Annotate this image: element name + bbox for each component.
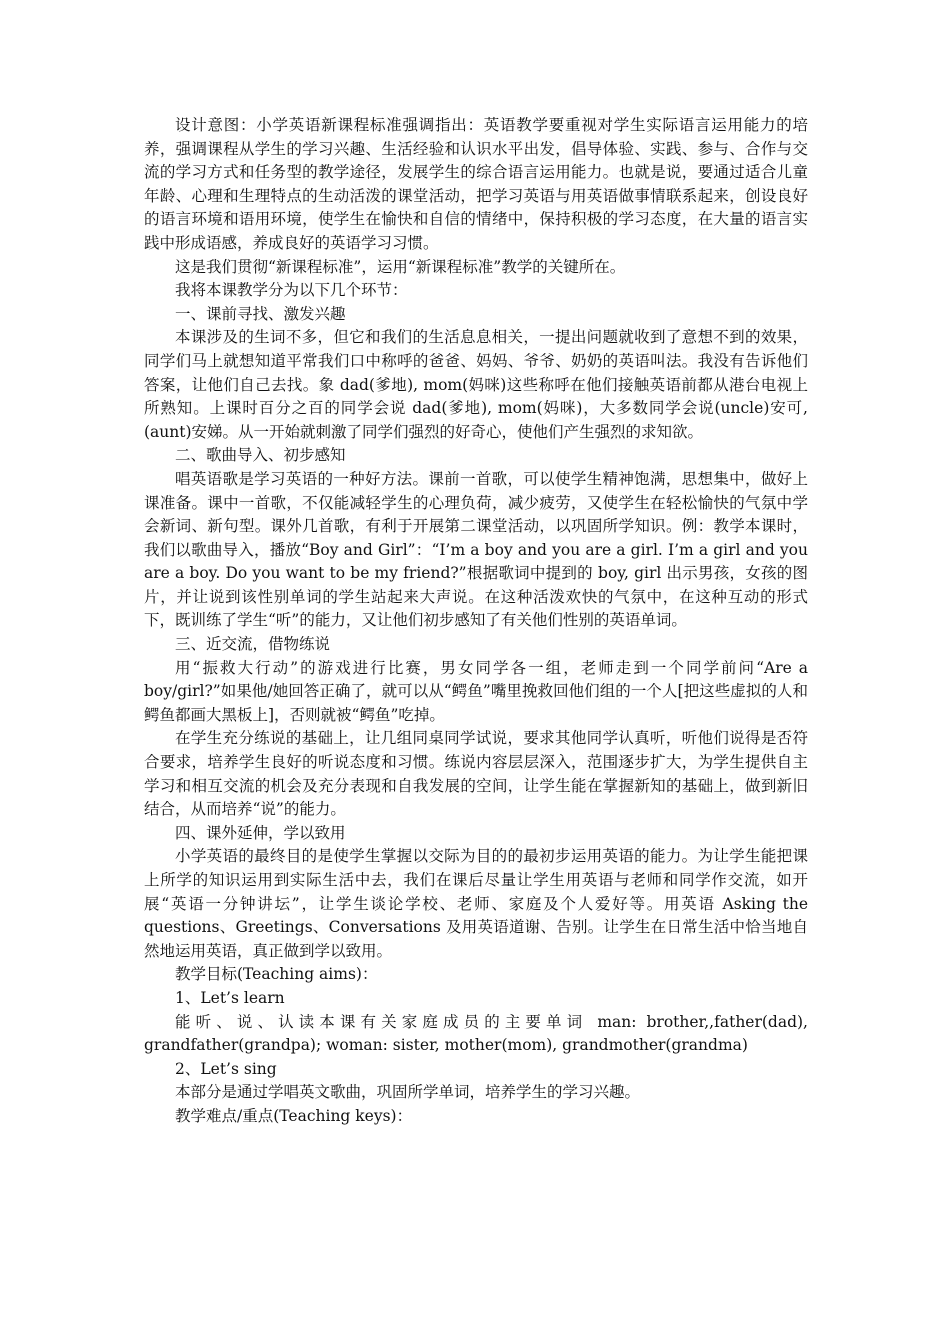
paragraph-lets-sing: 本部分是通过学唱英文歌曲，巩固所学单词，培养学生的学习兴趣。 (175, 1083, 641, 1102)
heading-stage-2: 二、歌曲导入、初步感知 (175, 446, 346, 465)
paragraph-lets-learn: 能听、说、认读本课有关家庭成员的主要单词 man: brother,,father(dad), grandfather(grandpa); woman: sister, mother(mom), grandmother(grandma) (144, 1012, 808, 1055)
paragraph-stage-2: 唱英语歌是学习英语的一种好方法。课前一首歌，可以使学生精神饱满，思想集中，做好上课准备。课中一首歌，不仅能减轻学生的心理负荷，减少疲劳，又使学生在轻松愉快的气氛中学会新词、新句型。课外几首歌，有利于开展第二课堂活动，以巩固所学知识。例：教学本课时，我们以歌曲导入，播放“Boy and Girl”：“I’m a boy and you are a girl. I’m a girl and you are a boy. Do you want to be my friend?”根据歌词中提到的 boy, girl 出示男孩，女孩的图片，并让说到该性别单词的学生站起来大声说。在这种活泼欢快的气氛中，在这种互动的形式下，既训练了学生“听”的能力，又让他们初步感知了有关他们性别的英语单词。 (144, 469, 808, 630)
heading-stage-3: 三、近交流，借物练说 (175, 635, 331, 654)
heading-stage-4: 四、课外延伸，学以致用 (175, 823, 346, 842)
paragraph-stage-3-practice: 在学生充分练说的基础上，让几组同桌同学试说，要求其他同学认真听，听他们说得是否符合要求，培养学生良好的听说态度和习惯。练说内容层层深入，范围逐步扩大，为学生提供自主学习和相互交流的机会及充分表现和自我发展的空间，让学生能在掌握新知的基础上，做到新旧结合，从而培养“说”的能力。 (144, 729, 808, 819)
heading-teaching-aims: 教学目标(Teaching aims)： (175, 965, 378, 984)
paragraph-stages-intro: 我将本课教学分为以下几个环节： (175, 281, 408, 300)
paragraph-design-intent: 设计意图：小学英语新课程标准强调指出：英语教学要重视对学生实际语言运用能力的培养，强调课程从学生的学习兴趣、生活经验和认识水平出发，倡导体验、实践、参与、合作与交流的学习方式和任务型的教学途径，发展学生的综合语言运用能力。也就是说，要通过适合儿童年龄、心理和生理特点的生动活泼的课堂活动，把学习英语与用英语做事情联系起来，创设良好的语言环境和语用环境，使学生在愉快和自信的情绪中，保持积极的学习态度，在大量的语言实践中形成语感，养成良好的英语学习习惯。 (144, 116, 808, 252)
heading-lets-sing: 2、Let’s sing (175, 1059, 277, 1078)
paragraph-key-point: 这是我们贯彻“新课程标准”，运用“新课程标准”教学的关键所在。 (175, 257, 626, 276)
paragraph-stage-4: 小学英语的最终目的是使学生掌握以交际为目的的最初步运用英语的能力。为让学生能把课上所学的知识运用到实际生活中去，我们在课后尽量让学生用英语与老师和同学作交流，如开展“英语一分钟讲坛”，让学生谈论学校、老师、家庭及个人爱好等。用英语 Asking the questions、Greetings、Conversations 及用英语道谢、告别。让学生在日常生活中恰当地自然地运用英语，真正做到学以致用。 (144, 847, 808, 960)
heading-teaching-keys: 教学难点/重点(Teaching keys)： (175, 1106, 413, 1125)
paragraph-stage-3-game: 用“振救大行动”的游戏进行比赛，男女同学各一组，老师走到一个同学前问“Are a boy/girl?”如果他/她回答正确了，就可以从“鳄鱼”嘴里挽救回他们组的一个人[把这些虚拟的人和鳄鱼都画大黑板上]，否则就被“鳄鱼”吃掉。 (144, 658, 808, 724)
paragraph-stage-1: 本课涉及的生词不多，但它和我们的生活息息相关，一提出问题就收到了意想不到的效果，同学们马上就想知道平常我们口中称呼的爸爸、妈妈、爷爷、奶奶的英语叫法。我没有告诉他们答案，让他们自己去找。象 dad(爹地), mom(妈咪)这些称呼在他们接触英语前都从港台电视上所熟知。上课时百分之百的同学会说 dad(爹地), mom(妈咪)，大多数同学会说(uncle)安可,(aunt)安娣。从一开始就刺激了同学们强烈的好奇心，使他们产生强烈的求知欲。 (144, 328, 808, 441)
document-body (144, 114, 808, 1129)
heading-stage-1: 一、课前寻找、激发兴趣 (175, 304, 346, 323)
heading-lets-learn: 1、Let’s learn (175, 988, 285, 1007)
